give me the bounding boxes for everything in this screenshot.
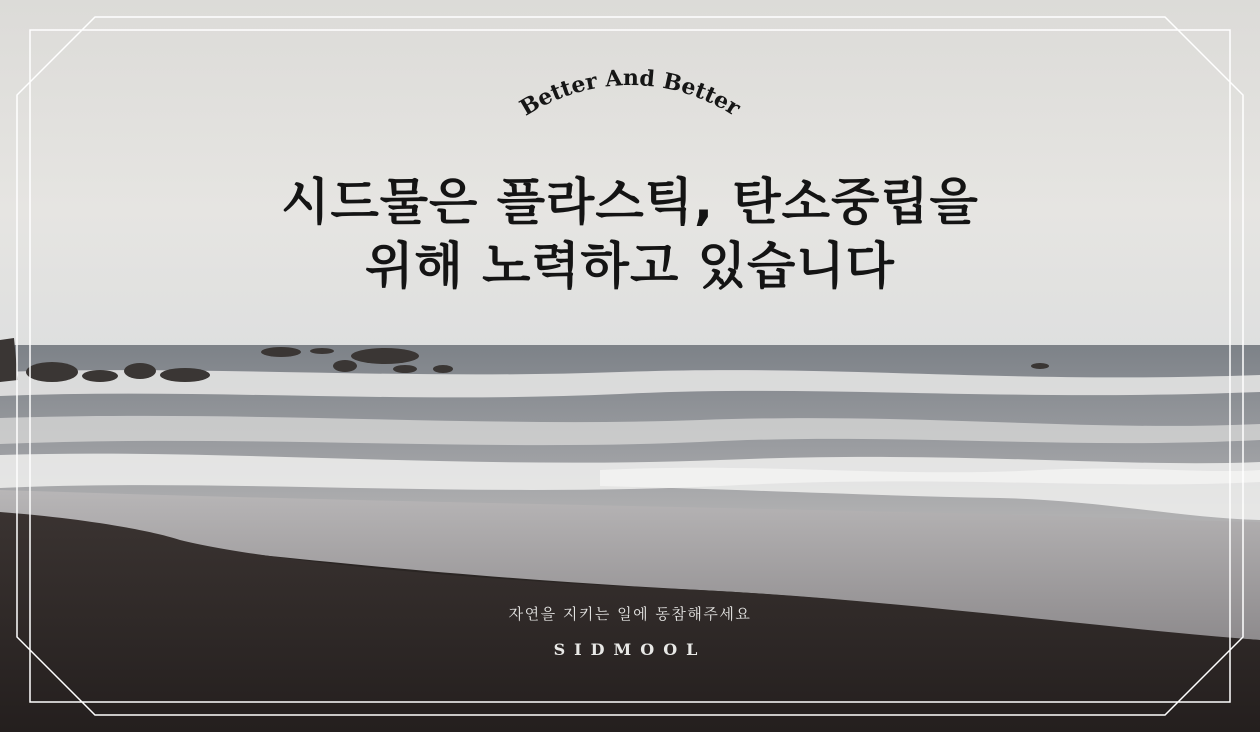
- svg-text:Better And Better: [515, 65, 745, 122]
- brand-name: SIDMOOL: [553, 640, 707, 659]
- headline-line-2: 위해 노력하고 있습니다: [365, 237, 895, 295]
- headline-line-1: 시드물은 플라스틱, 탄소중립을: [281, 173, 979, 231]
- subtitle: 자연을 지키는 일에 동참해주세요: [508, 605, 752, 623]
- arc-title-text: Better And Better: [515, 65, 745, 122]
- headline: [180, 170, 1080, 298]
